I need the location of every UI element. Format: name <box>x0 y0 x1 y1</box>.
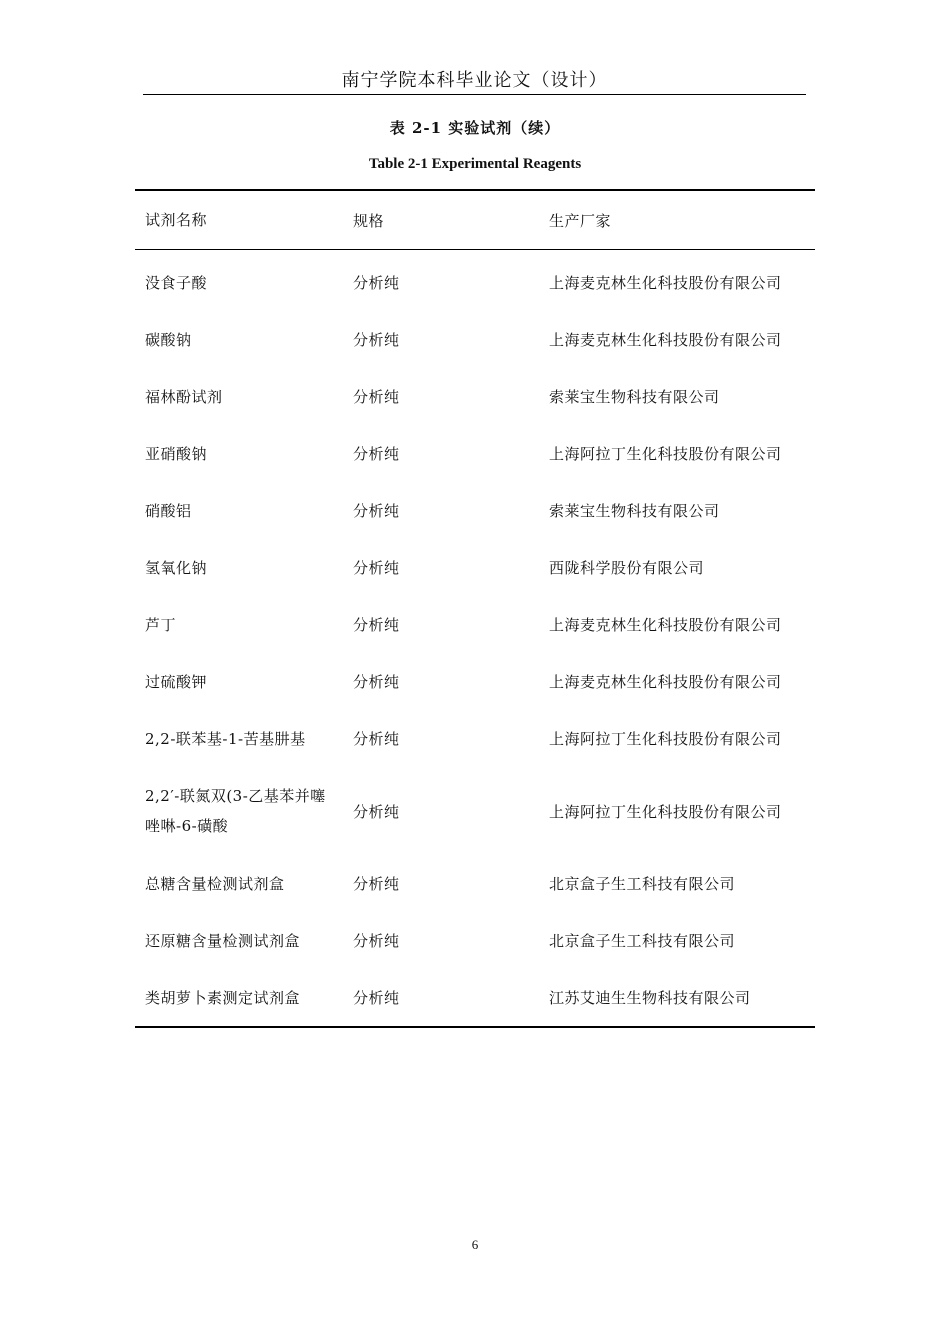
table-header-rule <box>135 249 815 250</box>
page-number: 6 <box>471 1237 479 1252</box>
reagent-spec: 分析纯 <box>353 989 400 1007</box>
reagent-name: 类胡萝卜素测定试剂盒 <box>145 988 301 1007</box>
reagent-name: 芦丁 <box>145 615 177 634</box>
reagent-name: 没食子酸 <box>145 273 208 292</box>
table-row <box>135 912 815 969</box>
reagent-name: 亚硝酸钠 <box>145 444 208 463</box>
reagent-name: 硝酸铝 <box>145 501 192 520</box>
table-row <box>135 767 815 855</box>
reagent-maker: 北京盒子生工科技有限公司 <box>549 875 736 893</box>
reagent-spec: 分析纯 <box>353 932 400 950</box>
page-header-title: 南宁学院本科毕业论文（设计） <box>341 70 608 91</box>
reagent-spec: 分析纯 <box>353 445 400 463</box>
table-row <box>135 539 815 596</box>
table-row <box>135 855 815 912</box>
reagent-spec: 分析纯 <box>353 331 400 349</box>
column-header-spec: 规格 <box>353 211 385 230</box>
table-bottom-rule <box>135 1026 815 1028</box>
reagent-maker: 索莱宝生物科技有限公司 <box>549 388 720 406</box>
table-row <box>135 254 815 311</box>
reagent-name-line-1: 2,2′-联氮双(3-乙基苯并噻 <box>145 787 326 805</box>
reagent-name-line-2: 唑啉-6-磺酸 <box>145 817 229 835</box>
table-row <box>135 653 815 710</box>
reagent-maker: 上海麦克林生化科技股份有限公司 <box>549 274 782 292</box>
table-header-row <box>135 191 815 249</box>
reagent-spec: 分析纯 <box>353 802 400 821</box>
reagent-maker: 西陇科学股份有限公司 <box>549 559 705 577</box>
reagent-spec: 分析纯 <box>353 673 400 691</box>
reagent-name: 氢氧化钠 <box>145 558 208 577</box>
table-row <box>135 311 815 368</box>
reagent-name: 总糖含量检测试剂盒 <box>145 874 285 893</box>
reagent-name: 过硫酸钾 <box>145 672 208 691</box>
table-row <box>135 482 815 539</box>
table-row <box>135 969 815 1026</box>
reagent-maker: 上海麦克林生化科技股份有限公司 <box>549 331 782 349</box>
table-row <box>135 425 815 482</box>
table-row <box>135 710 815 767</box>
header-rule <box>143 94 806 95</box>
table-caption-english: Table 2-1 Experimental Reagents <box>368 156 582 172</box>
reagents-table <box>135 189 815 1028</box>
reagent-spec: 分析纯 <box>353 274 400 292</box>
reagent-maker: 北京盒子生工科技有限公司 <box>549 932 736 950</box>
reagent-spec: 分析纯 <box>353 559 400 577</box>
table-row <box>135 596 815 653</box>
reagent-spec: 分析纯 <box>353 502 400 520</box>
column-header-maker: 生产厂家 <box>549 211 612 230</box>
reagent-spec: 分析纯 <box>353 875 400 893</box>
column-header-name: 试剂名称 <box>145 211 208 229</box>
reagent-spec: 分析纯 <box>353 730 400 748</box>
reagent-name: 还原糖含量检测试剂盒 <box>145 931 301 950</box>
reagent-maker: 上海阿拉丁生化科技股份有限公司 <box>549 802 782 821</box>
reagent-name: 碳酸钠 <box>145 330 192 349</box>
table-row <box>135 368 815 425</box>
reagent-maker: 江苏艾迪生生物科技有限公司 <box>549 989 751 1007</box>
reagent-maker: 上海麦克林生化科技股份有限公司 <box>549 616 782 634</box>
reagent-spec: 分析纯 <box>353 616 400 634</box>
table-caption-chinese: 表 2-1 实验试剂（续） <box>389 119 561 137</box>
reagent-maker: 上海阿拉丁生化科技股份有限公司 <box>549 730 782 748</box>
reagent-name: 福林酚试剂 <box>145 387 223 406</box>
reagent-maker: 索莱宝生物科技有限公司 <box>549 502 720 520</box>
reagent-maker: 上海麦克林生化科技股份有限公司 <box>549 673 782 691</box>
reagent-spec: 分析纯 <box>353 388 400 406</box>
reagent-name <box>135 781 343 841</box>
reagent-name: 2,2-联苯基-1-苦基肼基 <box>145 729 306 748</box>
reagent-maker: 上海阿拉丁生化科技股份有限公司 <box>549 445 782 463</box>
